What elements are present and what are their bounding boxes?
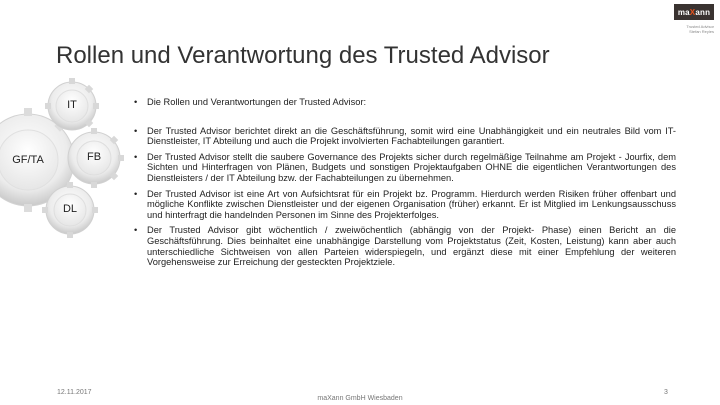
- bullet-marker: •: [134, 97, 138, 107]
- gear-label-gfta: GF/TA: [12, 154, 44, 166]
- company-logo: [674, 4, 714, 20]
- footer-date: 12.11.2017: [57, 389, 92, 396]
- gear-label-fb: FB: [86, 151, 102, 163]
- gear-label-dl: DL: [62, 203, 78, 215]
- logo-subline-2: Stefan Reyles: [689, 29, 714, 34]
- bullet-item: [134, 126, 676, 147]
- gear-label-it: IT: [67, 99, 77, 111]
- bullet-text: Der Trusted Advisor gibt wöchentlich / zweiwöchentlich (abhängig von der Projekt- Phase) einen Bericht an die Geschäftsführung. Dies beinhaltet eine unabhängige Darstellung vom Projektstatus (Zeit, Kosten, Leistung) kann aber auch unterschiedliche Sichtweisen von allen Parteien widerspiegeln, und ergänzt diese mit einer Empfehlung der weiteren Vorgehensweise zur Erreichung der gesteckten Projektziele.: [147, 225, 676, 268]
- logo-text-end: ann: [695, 7, 711, 17]
- bullet-text: Der Trusted Advisor stellt die saubere Governance des Projekts sicher durch regelmäßige Teilnahme am Projekt - Jourfix, dem Sichten und Hinterfragen von Plänen, Budgets und sonstigen Projektaufgaben OHNE die eigentlichen Verantwortungen des Dienstleisters / der IT Abteilung bzw. der Fachabteilungen zu übernehmen.: [147, 151, 676, 183]
- bullet-item: [134, 225, 676, 267]
- slide-content: [134, 97, 676, 273]
- gear-diagram: [0, 78, 140, 248]
- bullet-marker: •: [134, 225, 138, 236]
- slide-title: Rollen und Verantwortung des Trusted Advisor: [56, 42, 550, 69]
- logo-text-x: X: [689, 7, 696, 17]
- intro-text: Die Rollen und Verantwortungen der Trusted Advisor:: [147, 97, 367, 107]
- bullet-item: [134, 152, 676, 184]
- footer-company: maXann GmbH Wiesbaden: [317, 395, 403, 402]
- page-number: 3: [664, 389, 668, 396]
- bullet-item: [134, 189, 676, 221]
- bullet-marker: •: [134, 151, 138, 162]
- bullet-text: Der Trusted Advisor berichtet direkt an die Geschäftsführung, somit wird eine Unabhängigkeit und ein neutrales Bild vom IT- Dienstleister, IT Abteilung und auch die Projekt involvierten Fachabteilungen garantiert.: [147, 125, 676, 147]
- bullet-text: Der Trusted Advisor ist eine Art von Aufsichtsrat für ein Projekt bz. Programm. Hierdurch werden Risiken früher offenbart und mögliche Konflikte zwischen Dienstleister und der eigenen Organisation (früher) erkannt. Er ist Mitglied im Lenkungsausschuss und hinterfragt die handelnden Personen im Sinne des Projekterfolges.: [147, 188, 676, 220]
- intro-line: [134, 97, 676, 108]
- logo-subline-1: Trusted Advisor: [686, 24, 714, 29]
- logo-text-start: ma: [677, 7, 690, 17]
- bullet-marker: •: [134, 125, 138, 136]
- logo-subline: [668, 24, 714, 34]
- bullet-marker: •: [134, 188, 138, 199]
